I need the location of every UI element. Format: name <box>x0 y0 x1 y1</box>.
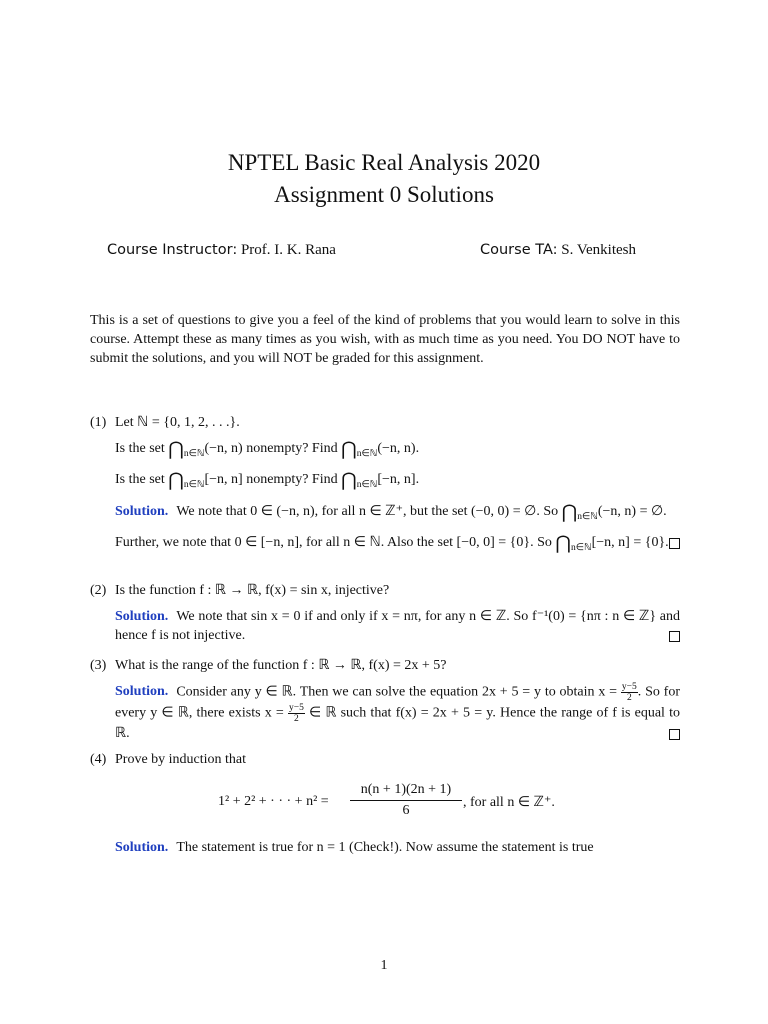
q4-solution: Solution. The statement is true for n = 1 (Check!). Now assume the statement is true <box>115 840 594 855</box>
q1-line2: Is the set $⋂_{n\in ℕ}(-n$, n) nonempty? Find $⋂_{n\in ℕ}(-n$, n). <box>115 438 420 460</box>
question-2 <box>90 581 680 646</box>
qed-box-icon <box>669 631 680 642</box>
question-3 <box>90 656 680 743</box>
question-4 <box>90 750 680 770</box>
solution-label: Solution. <box>115 684 169 700</box>
intro-paragraph: This is a set of questions to give you a feel of the kind of problems that you would learn to solve in this course. Attempt these as many times as you wish, with as much time as you need. You DO NOT have to submit the solutions, and you will NOT be graded for this assignment. <box>90 313 680 366</box>
qed-box-icon <box>669 538 680 549</box>
q4-text: Prove by induction that <box>115 752 247 767</box>
solution-label: Solution. <box>115 840 169 855</box>
equation-denominator: 6 <box>402 803 410 818</box>
q1-line3: Is the set $⋂_{n\in ℕ}[-n$, n] nonempty? Find $⋂_{n\in ℕ}[-n$, n]. <box>115 470 420 491</box>
fraction: $\frac{y-5}{2}$ <box>288 702 304 724</box>
qed-box-icon <box>669 729 680 740</box>
q1-solution-2: Further, we note that 0 ∈ [−n, n], for all n ∈ ℕ. Also the set [−0, 0] = {0}. So $⋂_{n\in ℕ}[-n$, n] = {0}. <box>115 533 680 559</box>
ta-name: S. Venkitesh <box>561 242 636 258</box>
ta-label: Course TA: <box>480 242 558 258</box>
equation-numerator: n(n + 1)(2n + 1) <box>350 782 462 801</box>
q3-solution: Solution. Consider any y ∈ ℝ. Then we can solve the equation 2x + 5 = y to obtain x = $\frac{y-5}{2}$ . So for every y ∈ ℝ, there exists x = $\frac{y-5}{2}$ ∈ ℝ such that f(x) = 2x + 5 = y. Hence the range of f is equal to ℝ. <box>115 681 680 741</box>
instructor-name: Prof. I. K. Rana <box>240 242 336 258</box>
title-line-1: NPTEL Basic Real Analysis 2020 <box>227 150 541 175</box>
course-instructor <box>107 242 336 259</box>
question-number: (2) <box>90 583 107 598</box>
q2-solution: Solution. We note that sin x = 0 if and only if x = nπ, for any n ∈ ℤ. So f⁻¹(0) = {nπ : n ∈ ℤ} and hence f is not injective. <box>115 608 680 643</box>
q2-text: Is the function f : ℝ → ℝ, f(x) = sin x, injective? <box>115 583 390 598</box>
q3-text: What is the range of the function f : ℝ → ℝ, f(x) = 2x + 5? <box>115 658 447 673</box>
fraction: $\frac{y-5}{2}$ <box>621 681 637 703</box>
solution-label: Solution. <box>115 608 169 624</box>
equation-fraction <box>350 782 462 819</box>
question-number: (1) <box>90 415 107 430</box>
question-1 <box>90 413 680 559</box>
question-number: (3) <box>90 658 107 673</box>
q1-line1: Let ℕ = {0, 1, 2, . . .}. <box>115 415 240 430</box>
course-ta <box>480 242 636 259</box>
q1-solution-1: Solution. We note that 0 ∈ (−n, n), for all n ∈ ℤ⁺, but the set (−0, 0) = ∅. So $⋂_{n\in ℕ}(-n$, n) = ∅. <box>115 501 667 523</box>
title-line-2: Assignment 0 Solutions <box>274 182 494 207</box>
solution-label: Solution. <box>115 503 169 519</box>
page-number: 1 <box>380 958 388 973</box>
question-number: (4) <box>90 752 107 767</box>
equation-tail: , for all n ∈ ℤ⁺. <box>463 795 555 810</box>
instructor-label: Course Instructor: <box>107 242 238 258</box>
equation-lhs: 1² + 2² + · · · + n² = <box>218 794 329 809</box>
